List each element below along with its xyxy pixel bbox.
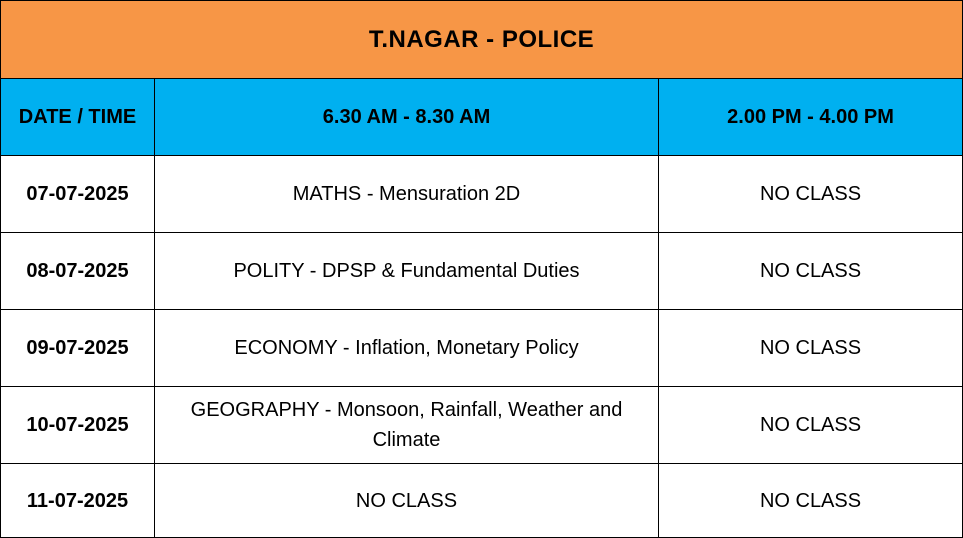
morning-cell: MATHS - Mensuration 2D [155,156,659,233]
morning-cell: POLITY - DPSP & Fundamental Duties [155,233,659,310]
morning-cell: ECONOMY - Inflation, Monetary Policy [155,310,659,387]
afternoon-cell: NO CLASS [659,464,963,538]
morning-cell [155,387,659,464]
afternoon-cell: NO CLASS [659,233,963,310]
date-cell: 09-07-2025 [1,310,155,387]
date-cell: 07-07-2025 [1,156,155,233]
table-row [1,156,963,233]
afternoon-cell: NO CLASS [659,387,963,464]
column-header-date: DATE / TIME [1,79,155,156]
afternoon-cell: NO CLASS [659,310,963,387]
column-header-morning: 6.30 AM - 8.30 AM [155,79,659,156]
date-cell: 10-07-2025 [1,387,155,464]
date-cell: 08-07-2025 [1,233,155,310]
table-row [1,464,963,538]
title-row [1,1,963,79]
table-row [1,310,963,387]
afternoon-cell: NO CLASS [659,156,963,233]
table-row [1,387,963,464]
header-row [1,79,963,156]
morning-cell: NO CLASS [155,464,659,538]
morning-cell-text: GEOGRAPHY - Monsoon, Rainfall, Weather and Climate [190,399,623,451]
table-row [1,233,963,310]
column-header-afternoon: 2.00 PM - 4.00 PM [659,79,963,156]
date-cell: 11-07-2025 [1,464,155,538]
schedule-title: T.NAGAR - POLICE [1,1,963,79]
